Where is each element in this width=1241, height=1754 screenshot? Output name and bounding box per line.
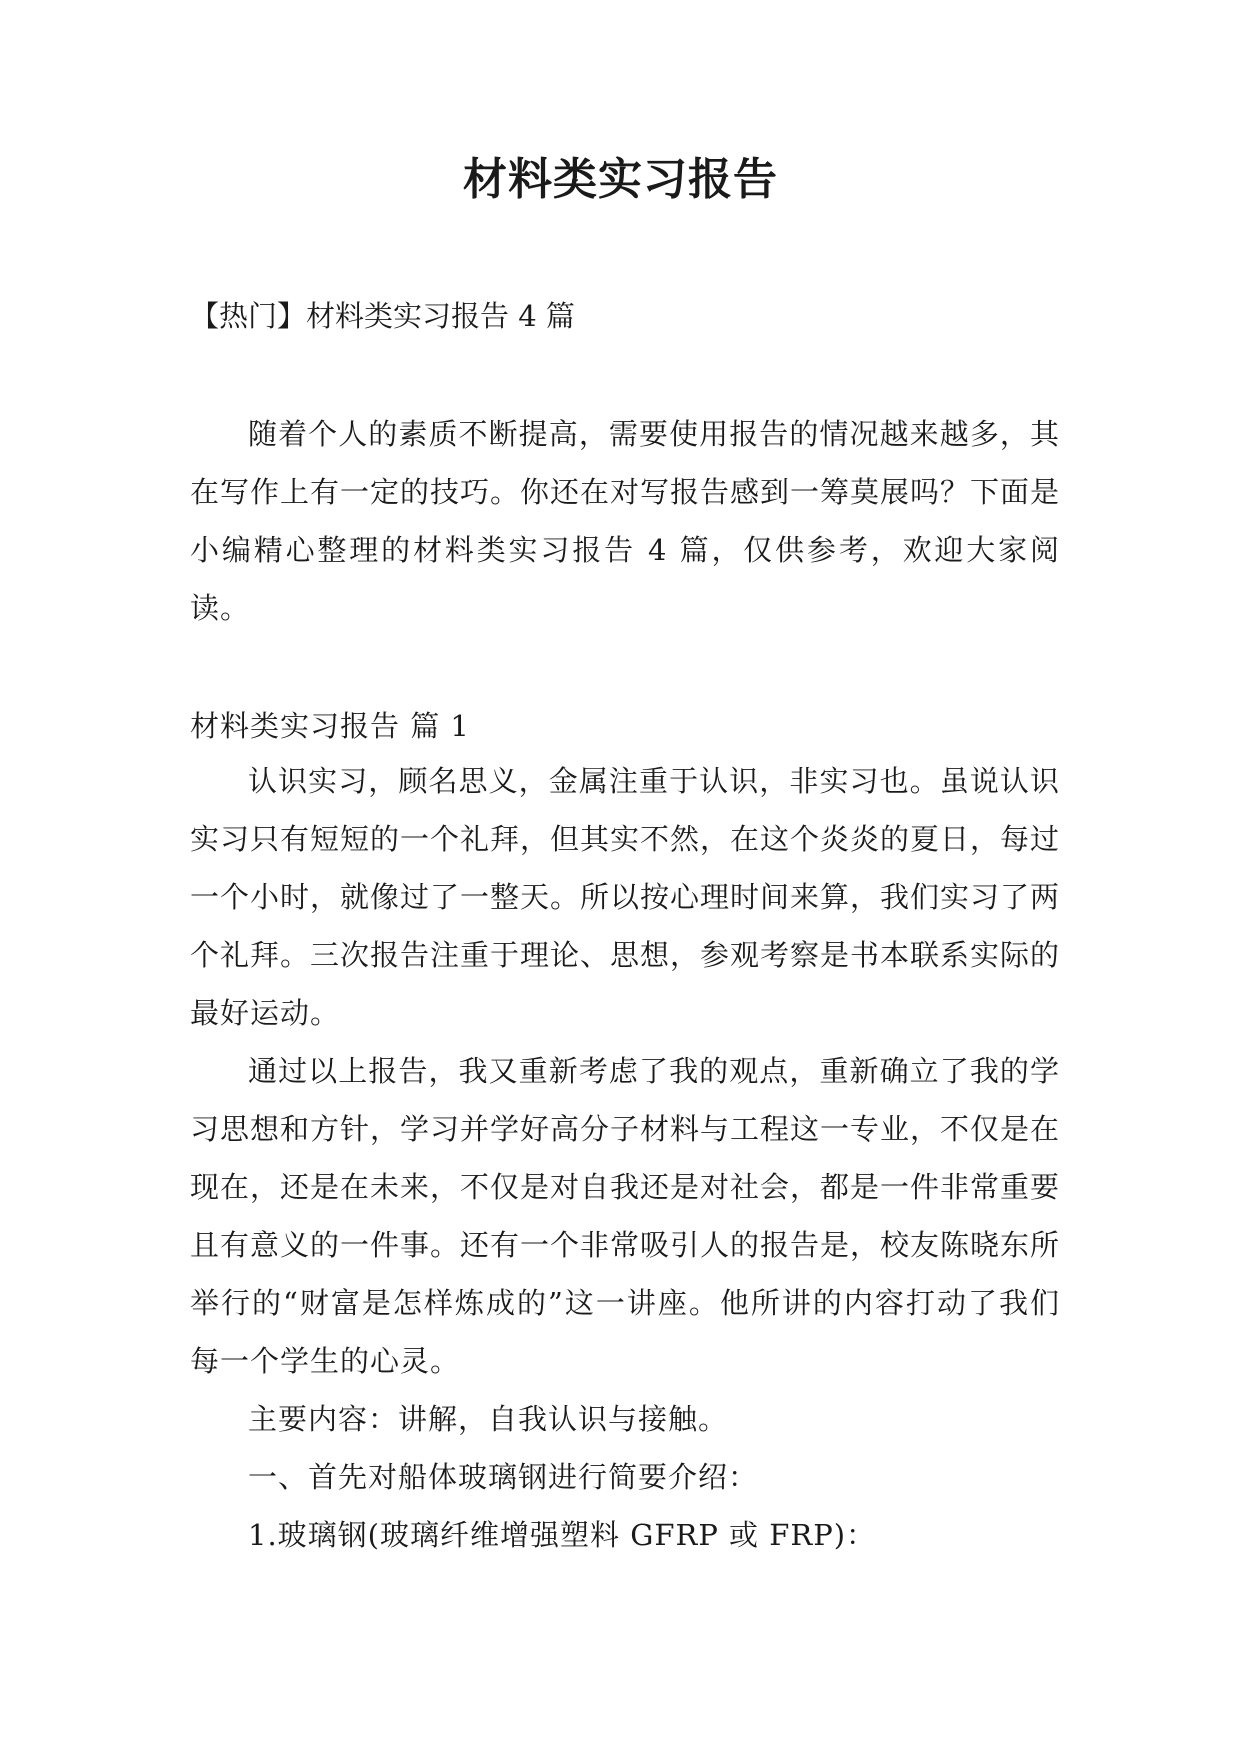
document-subtitle: 【热门】材料类实习报告 4 篇 bbox=[190, 299, 575, 333]
body-paragraph: 1.玻璃钢(玻璃纤维增强塑料 GFRP 或 FRP)： bbox=[248, 1518, 877, 1552]
body-paragraph: 认识实习，顾名思义，金属注重于认识，非实习也。虽说认识实习只有短短的一个礼拜，但其实不然，在这个炎炎的夏日，每过一个小时，就像过了一整天。所以按心理时间来算，我们实习了两个礼拜。三次报告注重于理论、思想，参观考察是书本联系实际的最好运动。 bbox=[190, 764, 1061, 1030]
document-title: 材料类实习报告 bbox=[463, 154, 778, 205]
section-heading: 材料类实习报告 篇 1 bbox=[190, 709, 470, 743]
section-body bbox=[190, 752, 1060, 1564]
body-paragraph: 主要内容：讲解，自我认识与接触。 bbox=[248, 1402, 729, 1436]
body-paragraph: 通过以上报告，我又重新考虑了我的观点，重新确立了我的学习思想和方针，学习并学好高分子材料与工程这一专业，不仅是在现在，还是在未来，不仅是对自我还是对社会，都是一件非常重要且有意义的一件事。还有一个非常吸引人的报告是，校友陈晓东所举行的“财富是怎样炼成的”这一讲座。他所讲的内容打动了我们每一个学生的心灵。 bbox=[190, 1054, 1061, 1378]
intro-paragraph: 随着个人的素质不断提高，需要使用报告的情况越来越多，其在写作上有一定的技巧。你还在对写报告感到一筹莫展吗？下面是小编精心整理的材料类实习报告 4 篇，仅供参考，欢迎大家阅读。 bbox=[190, 417, 1061, 625]
body-paragraph: 一、首先对船体玻璃钢进行简要介绍： bbox=[248, 1460, 759, 1494]
intro-block bbox=[190, 405, 1060, 637]
